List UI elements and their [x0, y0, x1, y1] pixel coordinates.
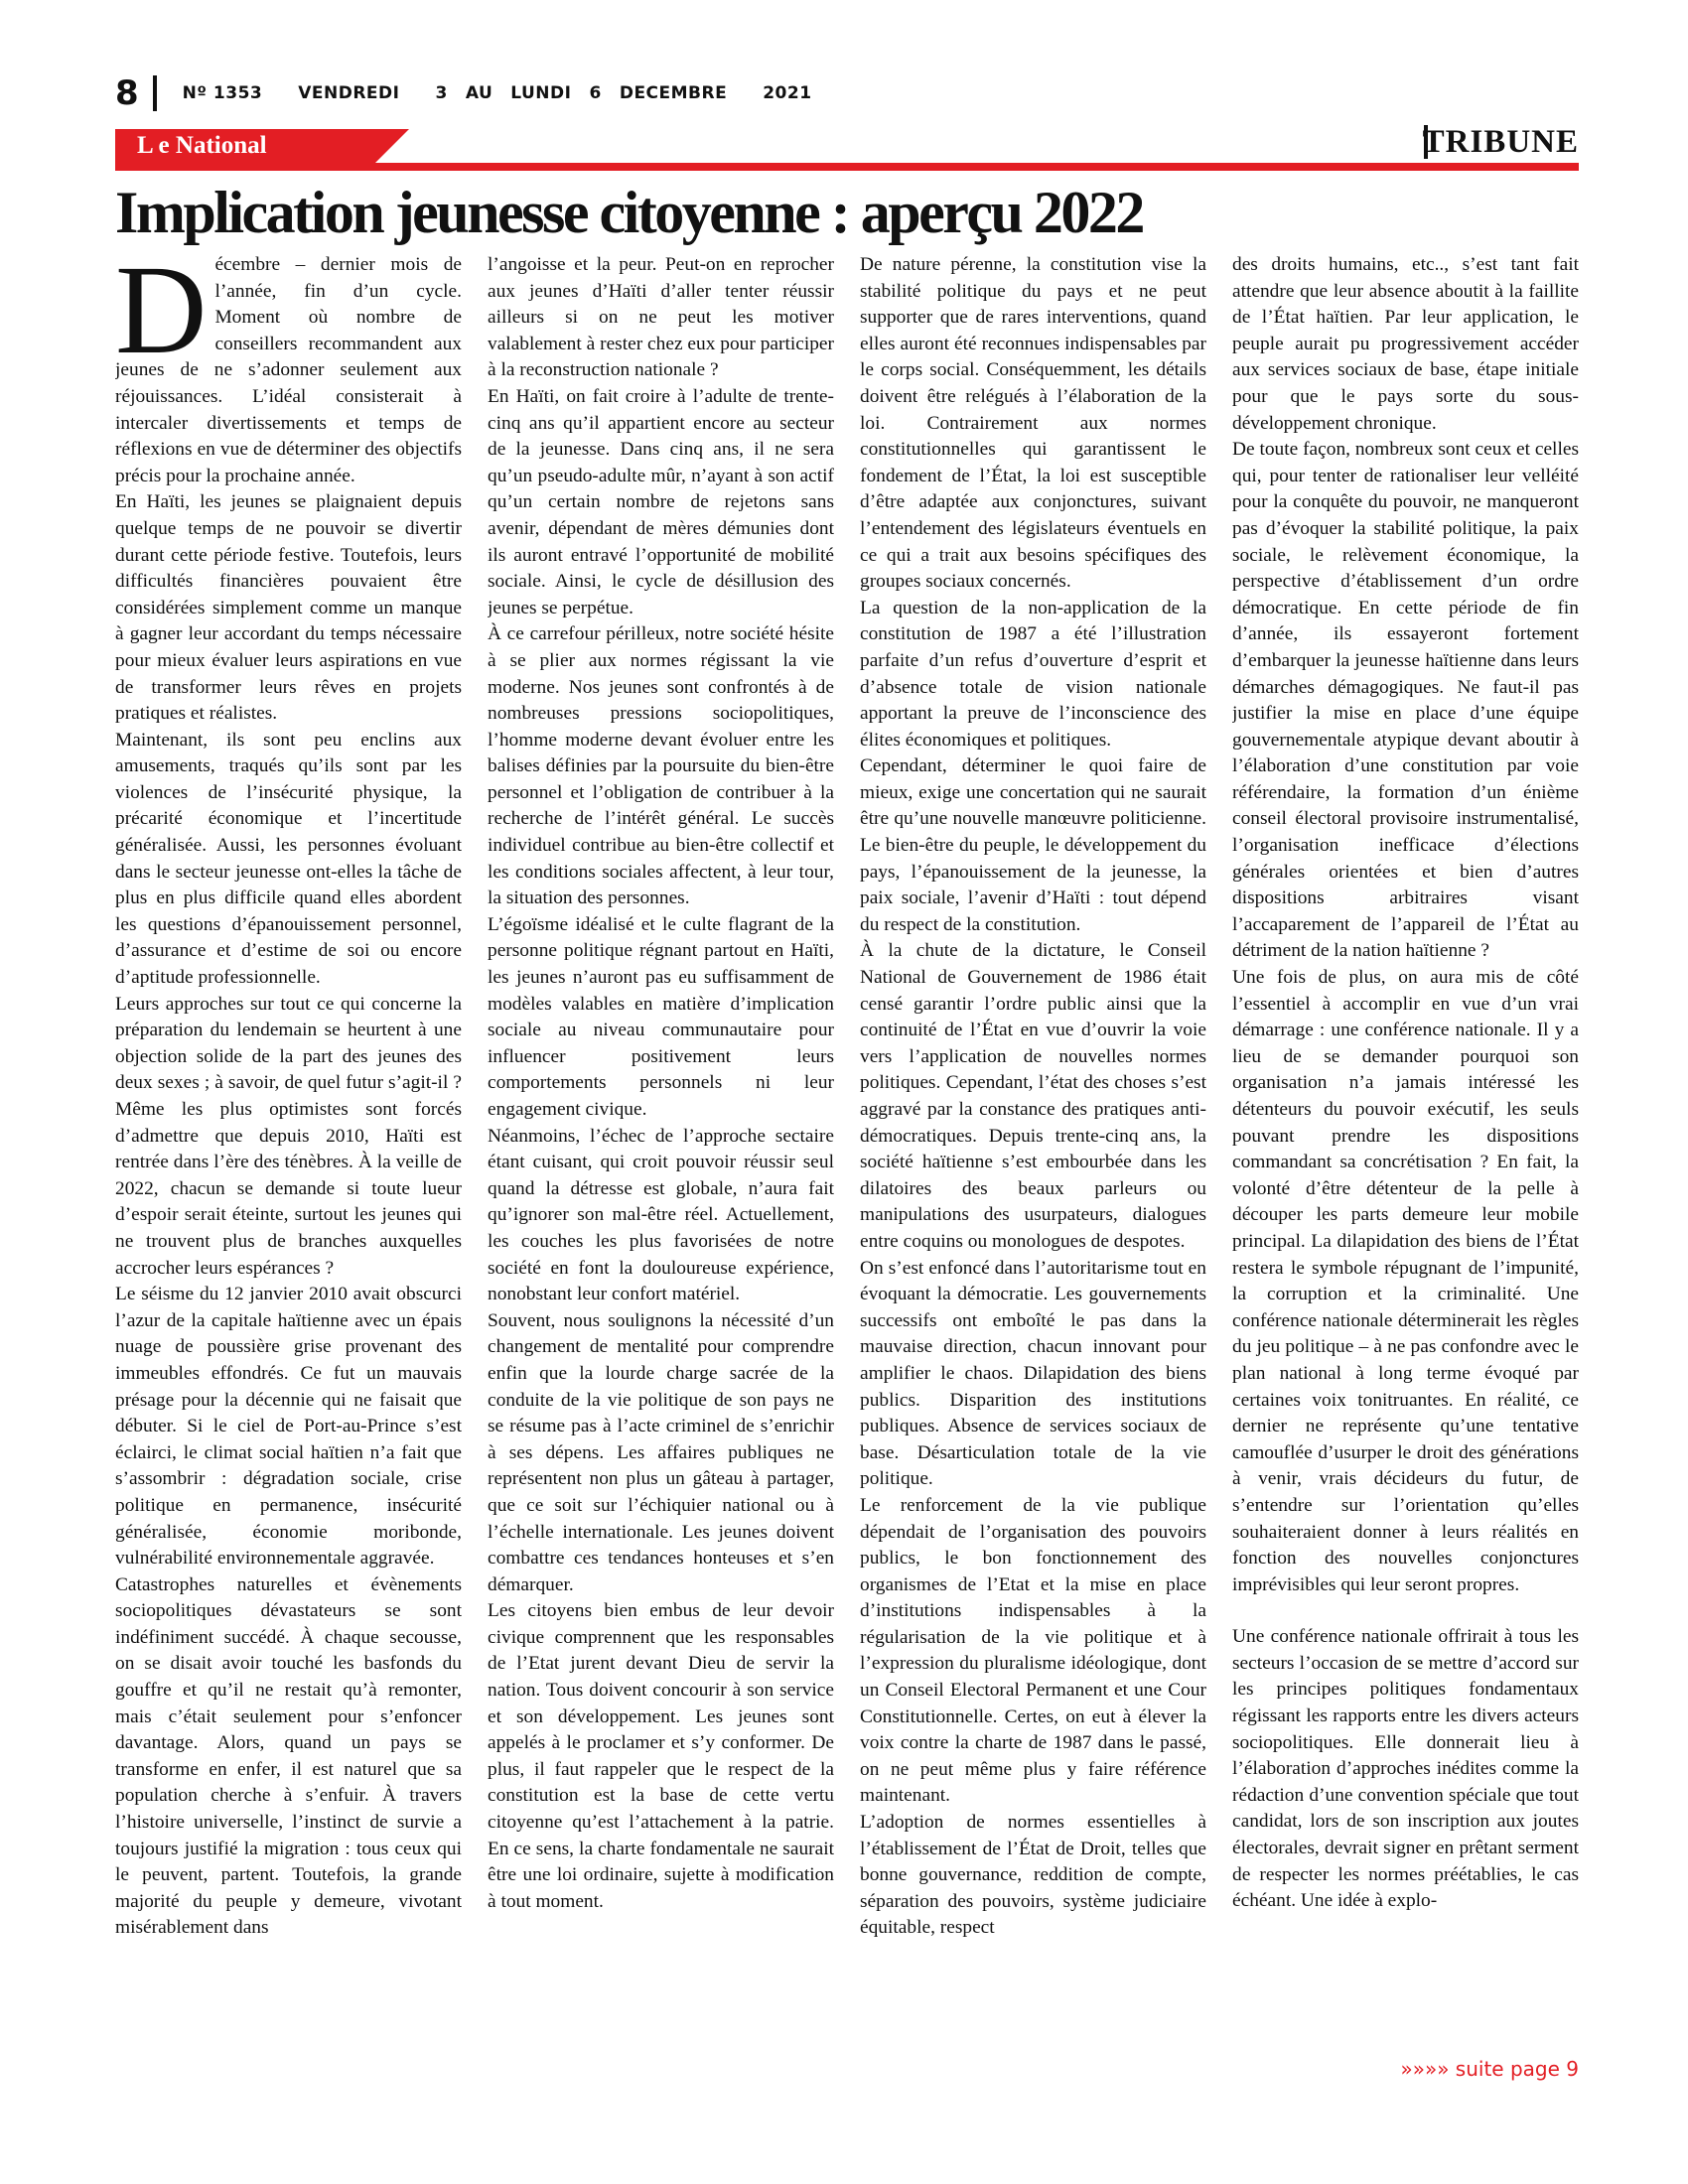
- paragraph: Une conférence nationale offrirait à tous les secteurs l’occasion de se mettre d’accord sur les principes politiques fondamentaux régissant les rapports entre les divers acteurs sociopolitiques. Elle donnerait lieu à l’élaboration d’approches inédites comme la rédaction d’une convention spéciale que tout candidat, lors de son inscription aux joutes électorales, devrait signer en prêtant serment de respecter les normes préétablies, le cas échéant. Une idée à explo-: [1232, 1626, 1579, 1912]
- paragraph: des droits humains, etc.., s’est tant fait attendre que leur absence aboutit à la faillite de l’État haïtien. Par leur application, le peuple aurait pu progressivement accéder aux services sociaux de base, étape initiale pour que le pays sorte du sous-développement chronique.: [1232, 254, 1579, 434]
- red-rule: [115, 163, 1579, 171]
- paragraph: En Haïti, les jeunes se plaignaient depuis quelque temps de ne pouvoir se divertir durant cette période festive. Toutefois, leurs difficultés financières pouvaient être considérées simplement comme un manque à gagner leur accordant du temps nécessaire pour mieux évaluer leurs aspirations en vue de transformer leurs rêves en projets pratiques et réalistes.: [115, 491, 462, 725]
- page-number: 8: [115, 73, 139, 113]
- continued-link[interactable]: »»»» suite page 9: [1400, 2057, 1579, 2081]
- paragraph: Les citoyens bien embus de leur devoir civique comprennent que les responsables de l’Etat jurent devant Dieu de servir la nation. Tous doivent concourir à son service et son développement. Les jeunes sont appelés à le proclamer et s’y conformer. De plus, il faut rappeler que le respect de la constitution est la base de cette vertu citoyenne qu’est l’attachement à la patrie. En ce sens, la charte fondamentale ne saurait être une loi ordinaire, sujette à modification à tout moment.: [488, 1600, 834, 1912]
- date-end: 6: [589, 83, 602, 103]
- date-start: 3: [435, 83, 448, 103]
- paragraph: L’adoption de normes essentielles à l’établissement de l’État de Droit, telles que bonne gouvernance, reddition de compte, séparation des pouvoirs, système judiciaire équitable, respect: [860, 1812, 1206, 1939]
- column-2: [488, 252, 834, 2049]
- year: 2021: [763, 83, 812, 103]
- column-3: [860, 252, 1206, 2049]
- day-end: LUNDI: [510, 83, 572, 103]
- paragraph: Une fois de plus, on aura mis de côté l’essentiel à accomplir en vue d’un vrai démarrage : une conférence nationale. Il y a lieu de se demander pourquoi son organisation n’a jamais intéressé les détenteurs du pouvoir exécutif, les seuls pouvant prendre les dispositions commandant sa concrétisation ? En fait, la volonté d’être détenteur de la pelle à découper les parts demeure leur mobile principal. La dilapidation des biens de l’État restera le symbole répugnant de l’impunité, la corruption et la criminalité. Une conférence nationale déterminerait les règles du jeu politique – à ne pas confondre avec le plan national à long terme évoqué par certaines voix tonitruantes. En réalité, ce dernier ne représente qu’une tentative camouflée d’usurper le droit des générations à venir, vrais décideurs du futur, de s’entendre sur l’orientation qu’elles souhaiteraient donner à leurs réalités en fonction des nouvelles conjonctures imprévisibles qui leur seront propres.: [1232, 967, 1579, 1595]
- paragraph: Cependant, déterminer le quoi faire de mieux, exige une concertation qui ne saurait être qu’une nouvelle manœuvre politicienne. Le bien-être du peuple, le développement du pays, l’épanouissement de la jeunesse, la paix sociale, l’avenir d’Haïti : tout dépend du respect de la constitution.: [860, 755, 1206, 935]
- day-start: VENDREDI: [298, 83, 400, 103]
- paragraph: Le renforcement de la vie publique dépendait de l’organisation des pouvoirs publics, le bon fonctionnement des organismes de l’Etat et la mise en place d’institutions indispensables à la régularisation de la vie politique et à l’expression du pluralisme idéologique, dont un Conseil Electoral Permanent et une Cour Constitutionnelle. Certes, on eut à élever la voix contre la charte de 1987 dans le passé, on ne peut même plus y faire référence maintenant.: [860, 1494, 1206, 1807]
- paragraph: écembre – dernier mois de l’année, fin d’un cycle. Moment où nombre de conseillers recommandent aux jeunes de ne s’adonner seulement aux réjouissances. L’idéal consisterait à intercaler divertissements et temps de réflexions en vue de déterminer des objectifs précis pour la prochaine année.: [115, 254, 462, 486]
- dropcap: D: [115, 252, 208, 380]
- paragraph: Souvent, nous soulignons la nécessité d’un changement de mentalité pour comprendre enfin que la lourde charge sacrée de la conduite de la vie politique de son pays ne se résume pas à l’acte criminel de s’enrichir à ses dépens. Les affaires publiques ne représentent non plus un gâteau à partager, que ce soit sur l’échiquier national ou à l’échelle internationale. Les jeunes doivent combattre ces tendances honteuses et s’en démarquer.: [488, 1309, 834, 1595]
- paragraph: Maintenant, ils sont peu enclins aux amusements, traqués qu’ils sont par les violences de l’insécurité physique, la précarité économique et l’incertitude généralisée. Aussi, les personnes évoluant dans le secteur jeunesse ont-elles la tâche de plus en plus difficile quand elles abordent les questions d’épanouissement personnel, d’assurance et d’estime de soi ou encore d’aptitude professionnelle.: [115, 729, 462, 989]
- paragraph: À ce carrefour périlleux, notre société hésite à se plier aux normes régissant la vie moderne. Nos jeunes sont confrontés à de nombreuses pressions sociopolitiques, l’homme moderne devant évoluer entre les balises définies par la poursuite du bien-être personnel et l’obligation de contribuer à la recherche de l’intérêt général. Le succès individuel contribue au bien-être collectif et les conditions sociales affectent, à leur tour, la situation des personnes.: [488, 623, 834, 909]
- issue-number: Nº 1353: [182, 83, 263, 103]
- column-1: [115, 252, 462, 2049]
- paragraph: L’égoïsme idéalisé et le culte flagrant de la personne politique régnant partout en Haïti, les jeunes n’auront pas eu suffisamment de modèles valables en matière d’implication sociale au niveau communautaire pour influencer positivement leurs comportements personnels ni leur engagement civique.: [488, 913, 834, 1120]
- paragraph: En Haïti, on fait croire à l’adulte de trente-cinq ans qu’il appartient encore au secteur de la jeunesse. Dans cinq ans, il ne sera qu’un pseudo-adulte mûr, n’ayant à son actif qu’un certain nombre de rejetons sans avenir, dépendant de mères démunies dont ils auront entravé l’opportunité de mobilité sociale. Ainsi, le cycle de désillusion des jeunes se perpétue.: [488, 385, 834, 618]
- month: DECEMBRE: [619, 83, 728, 103]
- paragraph: De toute façon, nombreux sont ceux et celles qui, pour tenter de rationaliser leur velléité pour la conquête du pouvoir, ne manqueront pas d’évoquer la stabilité politique, la paix sociale, le relèvement économique, la perspective d’établissement d’un ordre démocratique. En cette période de fin d’année, ils essayeront fortement d’embarquer la jeunesse haïtienne dans leurs démarches démagogiques. Ne faut-il pas justifier la mise en place d’une équipe gouvernementale atypique devant aboutir à l’élaboration d’une constitution par voie référendaire, la formation d’un énième conseil électoral provisoire instrumentalisé, l’organisation inefficace d’élections générales orientées et bien d’autres dispositions arbitraires visant l’accaparement de l’appareil de l’État au détriment de la nation haïtienne ?: [1232, 439, 1579, 962]
- date-conjunction: AU: [465, 83, 493, 103]
- brand-logo: L e National: [115, 129, 375, 163]
- masthead-bar: [115, 125, 1579, 173]
- paragraph: Le séisme du 12 janvier 2010 avait obscurci l’azur de la capitale haïtienne avec un épais nuage de poussière grise provenant des immeubles effondrés. Ce fut un mauvais présage pour la décennie qui ne faisait que débuter. Si le ciel de Port-au-Prince s’est éclairci, le climat social haïtien n’a fait que s’assombrir : dégradation sociale, crise politique en permanence, insécurité généralisée, économie moribonde, vulnérabilité environnementale aggravée.: [115, 1284, 462, 1570]
- article-body: [115, 252, 1579, 2049]
- paragraph: Néanmoins, l’échec de l’approche sectaire étant cuisant, qui croit pouvoir réussir seul quand la détresse est globale, n’aura fait qu’ignorer son mal-être réel. Actuellement, les couches les plus favorisées de notre société en font la douloureuse expérience, nonobstant leur confort matériel.: [488, 1125, 834, 1305]
- issue-header: [115, 71, 1009, 115]
- paragraph: La question de la non-application de la constitution de 1987 a été l’illustration parfaite d’un refus d’ouverture d’esprit et d’absence totale de vision nationale apportant la preuve de l’inconscience des élites économiques et politiques.: [860, 597, 1206, 751]
- paragraph: l’angoisse et la peur. Peut-on en reprocher aux jeunes d’Haïti d’aller tenter réussir ailleurs si on ne peut les motiver valablement à rester chez eux pour participer à la reconstruction nationale ?: [488, 254, 834, 381]
- column-4: [1232, 252, 1579, 2049]
- article-title: Implication jeunesse citoyenne : aperçu 2022: [115, 180, 1143, 245]
- paragraph: Leurs approches sur tout ce qui concerne la préparation du lendemain se heurtent à une objection solide de la part des jeunes des deux sexes ; à savoir, de quel futur s’agit-il ? Même les plus optimistes sont forcés d’admettre que depuis 2010, Haïti est rentrée dans l’ère des ténèbres. À la veille de 2022, chacun se demande si toute lueur d’espoir serait éteinte, surtout les jeunes qui ne trouvent plus de branches auxquelles accrocher leurs espérances ?: [115, 993, 462, 1279]
- paragraph: De nature pérenne, la constitution vise la stabilité politique du pays et ne peut supporter que de rares interventions, quand elles auront été reconnues indispensables par le corps social. Conséquemment, les détails doivent être relégués à l’élaboration de la loi. Contrairement aux normes constitutionnelles qui garantissent le fondement de l’État, la loi est susceptible d’être adaptée aux conjonctures, suivant l’entendement des législateurs éventuels en ce qui a trait aux besoins spécifiques des groupes sociaux concernés.: [860, 254, 1206, 593]
- section-label: TRIBUNE: [1422, 124, 1579, 160]
- paragraph: Catastrophes naturelles et évènements sociopolitiques dévastateurs se sont indéfiniment succédé. À chaque secousse, on se disait avoir touché les basfonds du gouffre et qu’il ne restait qu’à remonter, mais c’était seulement pour s’enfoncer davantage. Alors, quand un pays se transforme en enfer, il est naturel que sa population cherche à s’enfuir. À travers l’histoire universelle, l’instinct de survie a toujours justifié la migration : tous ceux qui le peuvent, partent. Toutefois, la grande majorité du peuple y demeure, vivotant misérablement dans: [115, 1573, 462, 1939]
- paragraph: On s’est enfoncé dans l’autoritarisme tout en évoquant la démocratie. Les gouvernements successifs ont emboîté le pas dans la mauvaise direction, chacun innovant pour amplifier le chaos. Dilapidation des biens publics. Disparition des institutions publiques. Absence de services sociaux de base. Désarticulation totale de la vie politique.: [860, 1257, 1206, 1490]
- paragraph: À la chute de la dictature, le Conseil National de Gouvernement de 1986 était censé garantir l’ordre public ainsi que la continuité de l’État en vue d’ouvrir la voie vers l’application de nouvelles normes politiques. Cependant, l’état des choses s’est aggravé par la constance des pratiques anti-démocratiques. Depuis trente-cinq ans, la société haïtienne s’est embourbée dans les dilatoires des beaux parleurs ou manipulations des usurpateurs, dialogues entre coquins ou monologues de despotes.: [860, 940, 1206, 1252]
- header-divider: [153, 75, 157, 111]
